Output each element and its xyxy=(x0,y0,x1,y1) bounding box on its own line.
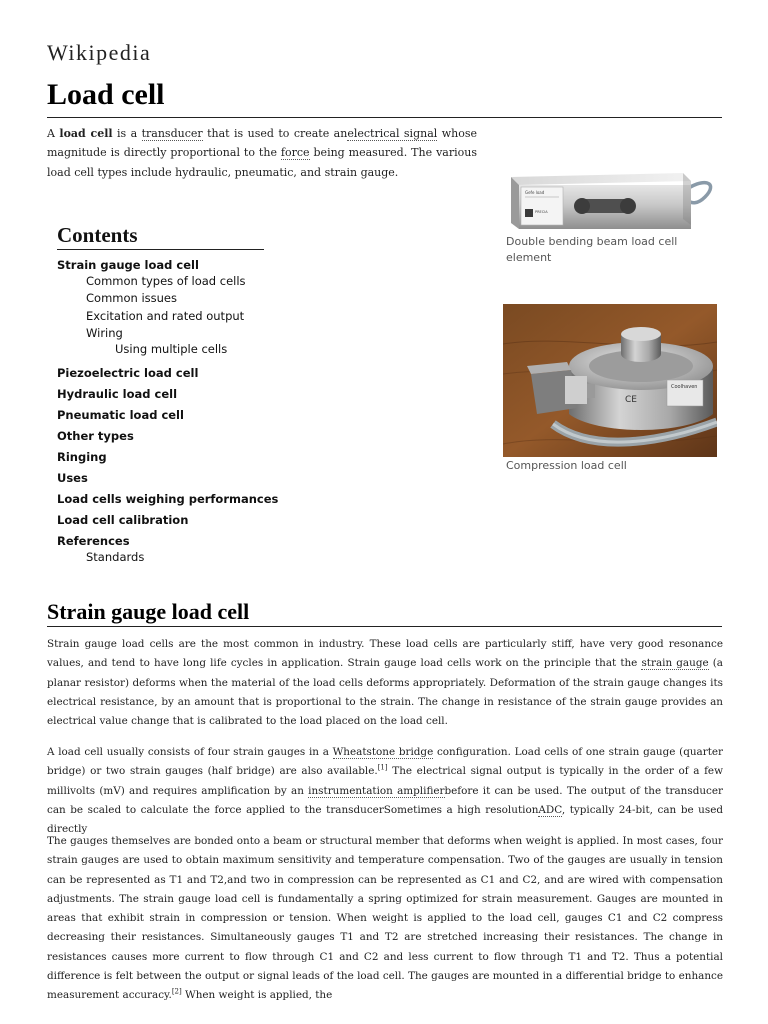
reference-2[interactable]: [2] xyxy=(171,987,182,996)
paragraph-3: The gauges themselves are bonded onto a beam or structural member that deforms when weight is applied. In most cases, four strain gauges are used to obtain maximum sensitivity and temperature compensation. Two of the gauges are usually in tension can be represented as T1 and T2,and two in compression can be represented as C1 and C2, and are wired with compensation adjustments. The strain gauge load cell is fundamentally a spring optimized for strain measurement. Gauges are mounted in areas that exhibit strain in compression or tension. When weight is applied to the load cell, gauges C1 and C2 compress decreasing their resistances. Simultaneously gauges T1 and T2 are stretched increasing their resistances. The change in resistances causes more current to flow through C1 and C2 and less current to flow through T1 and T2. Thus a potential difference is felt between the output or signal leads of the load cell. The gauges are mounted in a differential bridge to enhance measurement accuracy.[2] When weight is applied, the xyxy=(47,835,723,1002)
figure-caption-compression: Compression load cell xyxy=(506,459,627,472)
link-wheatstone-bridge[interactable]: Wheatstone bridge xyxy=(332,746,434,758)
toc-item-common-issues[interactable]: Common issues xyxy=(86,291,177,305)
page-title: Load cell xyxy=(47,76,722,118)
figure-beam-load-cell[interactable] xyxy=(505,163,717,233)
ce-mark: CE xyxy=(625,395,637,405)
link-instrumentation-amplifier[interactable]: instrumentation amplifier xyxy=(308,784,445,797)
toc-item-references[interactable]: References xyxy=(57,534,130,548)
toc-item-calibration[interactable]: Load cell calibration xyxy=(57,513,189,527)
toc-title: Contents xyxy=(57,222,264,250)
figure-compression-load-cell[interactable] xyxy=(503,304,717,457)
toc-item-piezoelectric[interactable]: Piezoelectric load cell xyxy=(57,366,199,380)
toc-item-strain-gauge-load-cell[interactable]: Strain gauge load cell xyxy=(57,258,199,272)
toc-item-wiring[interactable]: Wiring xyxy=(86,326,123,340)
intro-paragraph: A load cell is a transducer that is used to create anelectrical signal whose magnitude is directly proportional to the force being measured. The various load cell types include hydraulic, pneumatic, and strain gauge. xyxy=(47,127,477,179)
paragraph-1: Strain gauge load cells are the most common in industry. These load cells are particularly stiff, have very good resonance values, and tend to have long life cycles in application. Strain gauge load cells work on the principle that the strain gauge (a planar resistor) deforms when the material of the load cells deforms appropriately. Deformation of the strain gauge changes its electrical resistance, by an amount that is proportional to the strain. The change in resistance of the strain gauge provides an electrical value change that is calibrated to the load placed on the load cell. xyxy=(47,638,724,728)
link-strain-gauge[interactable]: strain gauge xyxy=(641,657,709,670)
section-heading-strain-gauge: Strain gauge load cell xyxy=(47,598,722,627)
beam-load-cell-image xyxy=(505,163,717,233)
beam-label-brand: PRECIA xyxy=(535,210,548,214)
compression-load-cell-image xyxy=(503,304,717,457)
reference-1[interactable]: [1] xyxy=(377,763,388,772)
toc-item-uses[interactable]: Uses xyxy=(57,471,88,485)
table-of-contents xyxy=(57,222,287,564)
link-transducer[interactable]: transducer xyxy=(141,127,203,140)
toc-item-ringing[interactable]: Ringing xyxy=(57,450,107,464)
toc-item-standards[interactable]: Standards xyxy=(86,550,145,564)
compression-label: Coolhaven xyxy=(671,384,698,390)
link-force[interactable]: force xyxy=(280,146,310,160)
toc-item-hydraulic[interactable]: Hydraulic load cell xyxy=(57,387,178,401)
beam-label-top: Gefe load xyxy=(525,190,545,195)
toc-item-other-types[interactable]: Other types xyxy=(57,429,134,443)
lead-term: load cell xyxy=(59,127,113,140)
toc-item-multiple-cells[interactable]: Using multiple cells xyxy=(115,342,228,356)
link-adc[interactable]: ADC xyxy=(538,803,562,816)
paragraph-2: A load cell usually consists of four strain gauges in a Wheatstone bridge configuration. Load cells of one strain gauge (quarter bridge) or two strain gauges (half bridge) are also available.[1] The electrical signal output is typically in the order of a few millivolts (mV) and requires amplification by an instrumentation amplifierbefore it can be used. The output of the transducer can be scaled to calculate the force applied to the transducerSometimes a high resolutionADC, typically 24-bit, can be used directly xyxy=(47,746,723,836)
link-electrical-signal[interactable]: electrical signal xyxy=(347,127,438,140)
figure-caption-beam: Double bending beam load cell element xyxy=(506,235,678,264)
toc-item-weighing-performances[interactable]: Load cells weighing performances xyxy=(57,492,279,506)
wikipedia-wordmark[interactable]: Wikipedia xyxy=(47,40,152,65)
toc-item-pneumatic[interactable]: Pneumatic load cell xyxy=(57,408,184,422)
toc-item-excitation[interactable]: Excitation and rated output xyxy=(86,309,245,323)
toc-item-common-types[interactable]: Common types of load cells xyxy=(86,274,246,288)
